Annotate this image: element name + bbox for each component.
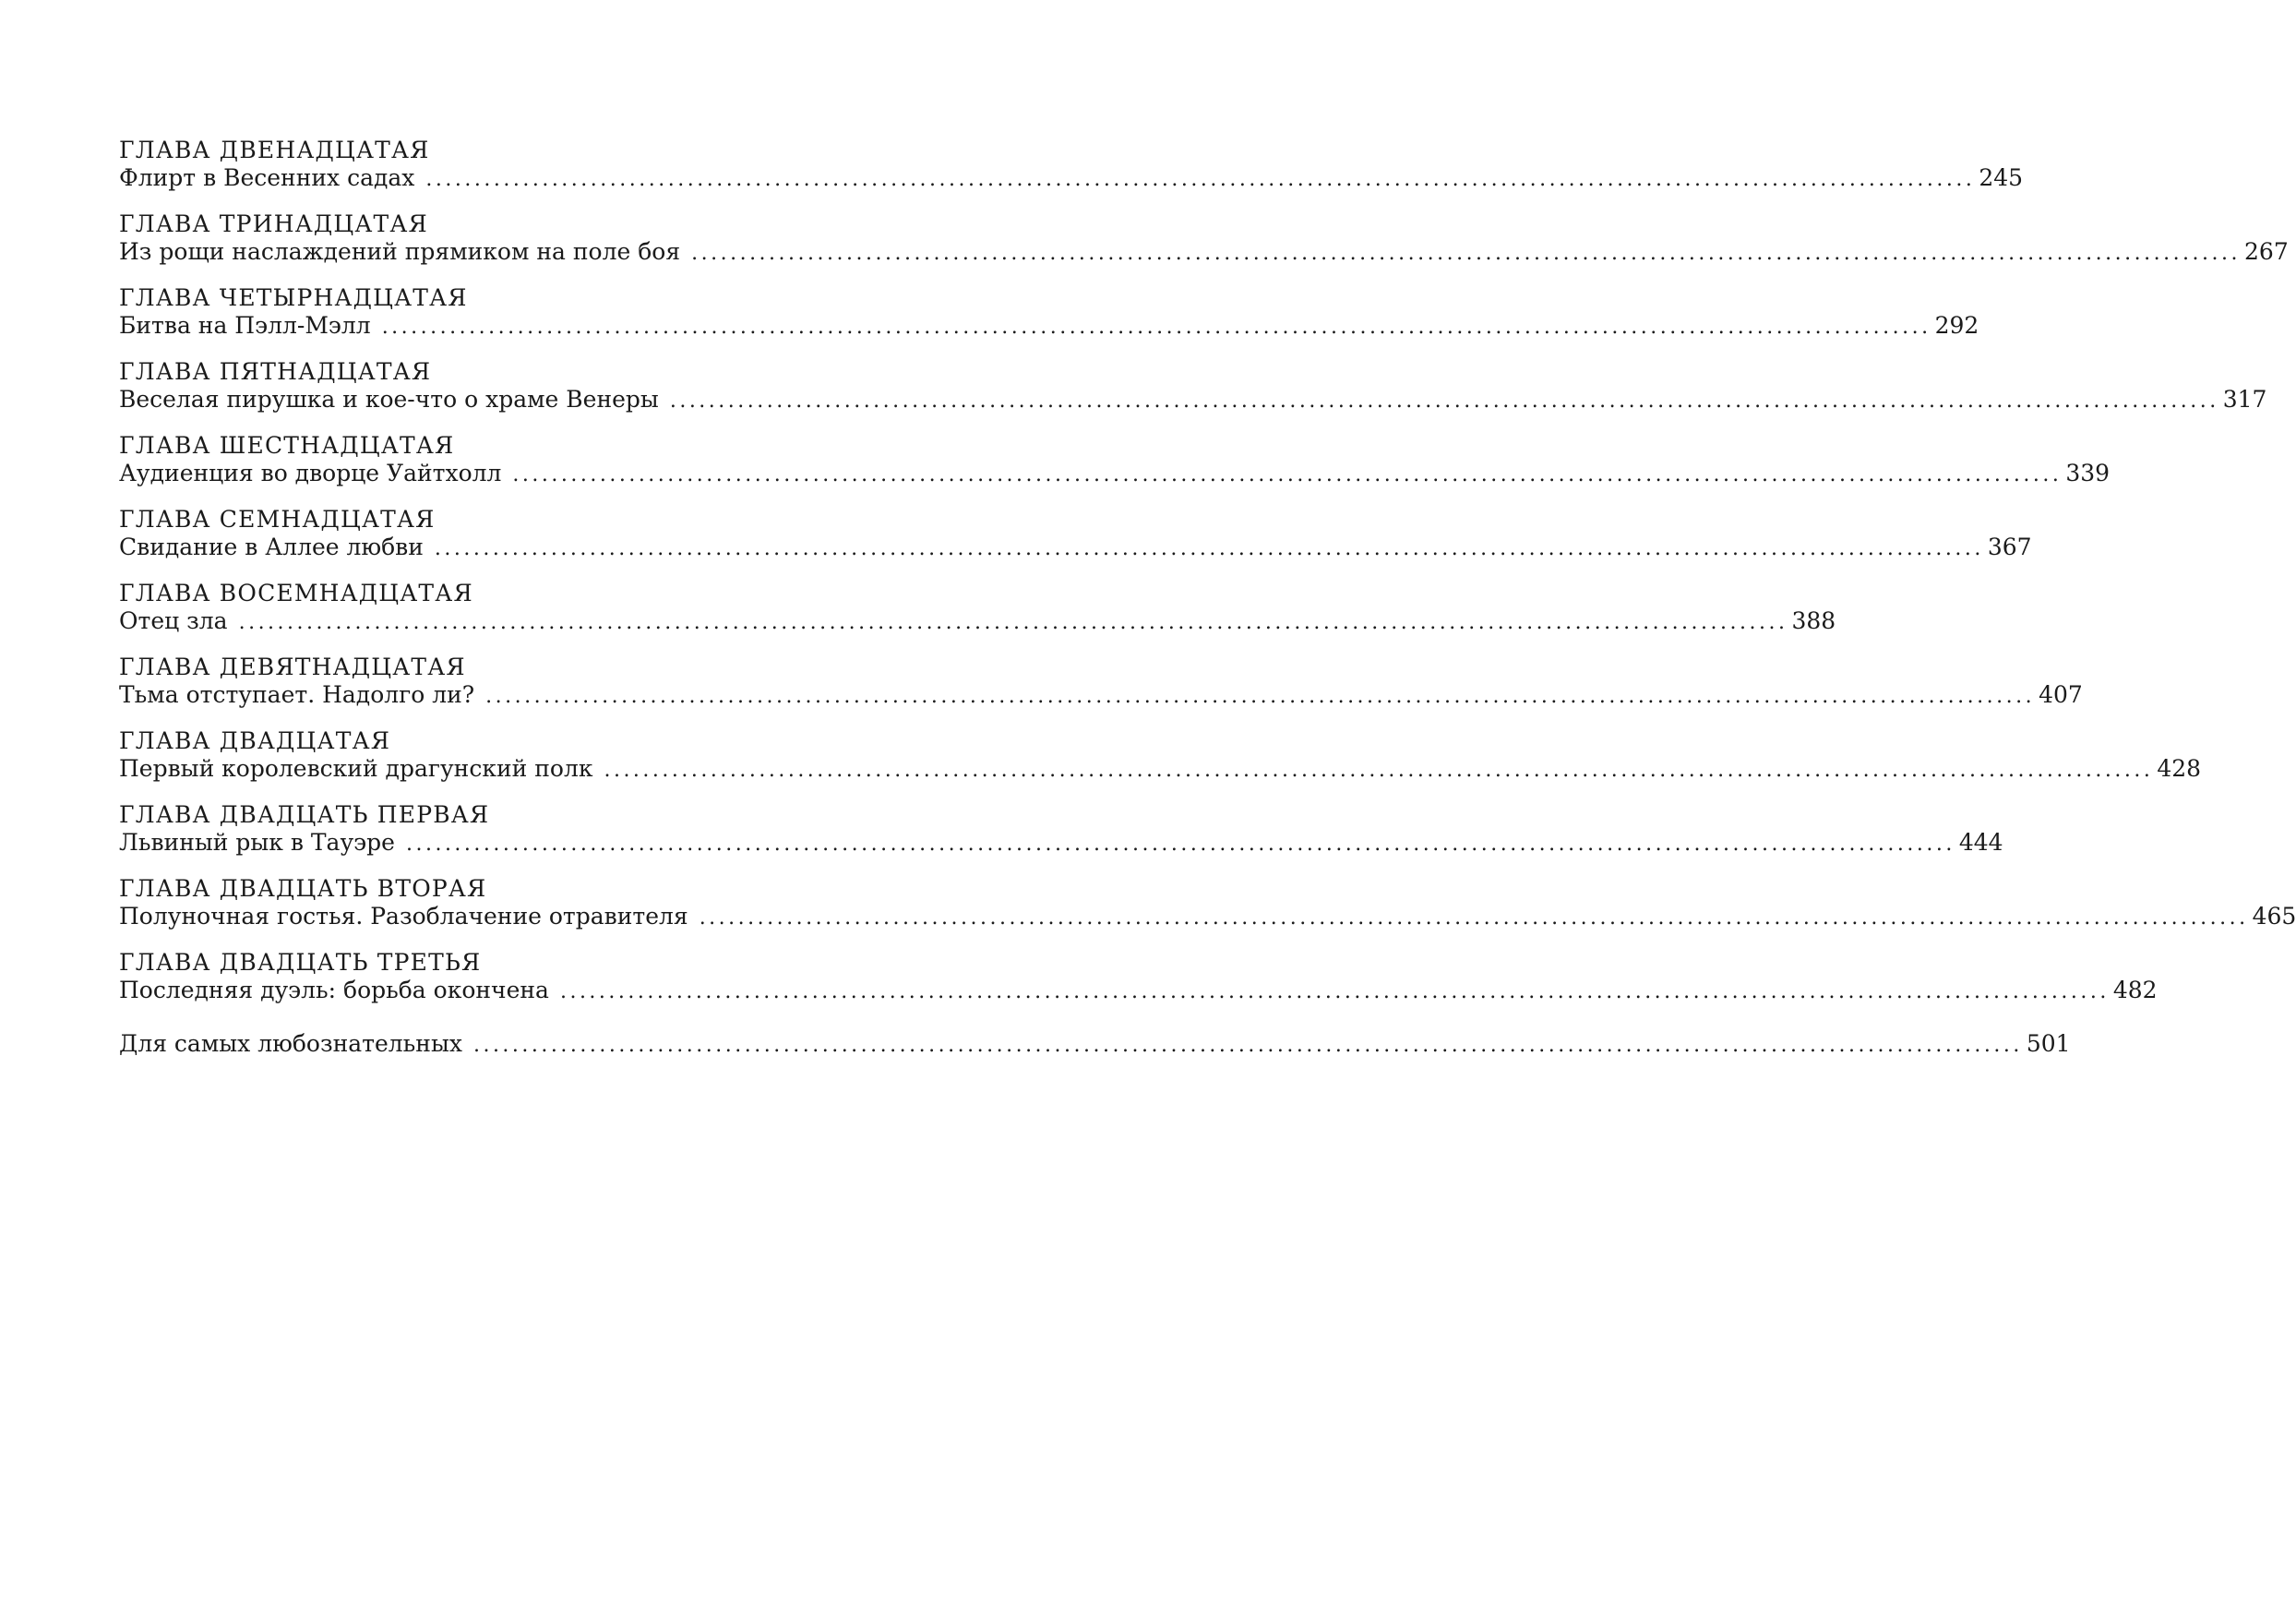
- toc-chapter: [119, 727, 2202, 788]
- toc-chapter: [119, 949, 2158, 1010]
- toc-entry[interactable]: [119, 607, 1836, 641]
- dot-leader: ................................................................................................................................................................: [405, 833, 1955, 856]
- entry-page-number: 428: [2157, 755, 2202, 782]
- dot-leader: ................................................................................................................................................................: [485, 685, 2036, 708]
- chapter-heading: ГЛАВА ДВАДЦАТЬ ПЕРВАЯ: [119, 801, 490, 828]
- toc-entry[interactable]: [119, 164, 2024, 198]
- toc-entry[interactable]: [119, 755, 2202, 788]
- entry-page-number: 292: [1934, 312, 1979, 339]
- dot-leader: ................................................................................................................................................................: [559, 980, 2110, 1003]
- entry-title: Полуночная гостья. Разоблачение отравителя: [119, 903, 688, 930]
- toc-chapter: [119, 580, 1836, 641]
- chapter-heading: ГЛАВА ПЯТНАДЦАТАЯ: [119, 358, 432, 385]
- entry-page-number: 339: [2065, 460, 2111, 486]
- chapter-heading: ГЛАВА ДВАДЦАТАЯ: [119, 727, 391, 754]
- chapter-heading: ГЛАВА ДВАДЦАТЬ ВТОРАЯ: [119, 875, 487, 902]
- chapter-heading: ГЛАВА ШЕСТНАДЦАТАЯ: [119, 432, 455, 459]
- table-of-contents: [119, 137, 2296, 1063]
- chapter-heading: ГЛАВА ДВЕНАДЦАТАЯ: [119, 137, 430, 163]
- chapter-heading: ГЛАВА ВОСЕМНАДЦАТАЯ: [119, 580, 473, 606]
- entry-page-number: 444: [1958, 829, 2003, 856]
- chapter-heading: ГЛАВА ДВАДЦАТЬ ТРЕТЬЯ: [119, 949, 482, 976]
- entry-title: Первый королевский драгунский полк: [119, 755, 593, 782]
- toc-entry[interactable]: [119, 460, 2111, 493]
- chapter-heading: ГЛАВА ДЕВЯТНАДЦАТАЯ: [119, 654, 466, 680]
- dot-leader: ................................................................................................................................................................: [604, 759, 2154, 782]
- toc-entry[interactable]: [119, 238, 2289, 271]
- entry-page-number: 501: [2026, 1030, 2071, 1057]
- entry-page-number: 465: [2252, 903, 2296, 930]
- dot-leader: ................................................................................................................................................................: [238, 611, 1788, 634]
- entry-title: Флирт в Весенних садах: [119, 164, 415, 191]
- dot-leader: ................................................................................................................................................................: [669, 390, 2219, 413]
- entry-page-number: 267: [2244, 238, 2289, 265]
- toc-entry[interactable]: [119, 312, 1979, 345]
- toc-chapter: [119, 284, 1979, 345]
- entry-page-number: 367: [1987, 534, 2032, 560]
- toc-chapter: [119, 358, 2267, 419]
- toc-chapter: [119, 506, 2032, 567]
- dot-leader: ................................................................................................................................................................: [472, 1034, 2023, 1057]
- entry-title: Для самых любознательных: [119, 1030, 462, 1057]
- entry-title: Веселая пирушка и кое-что о храме Венеры: [119, 386, 659, 413]
- dot-leader: ................................................................................................................................................................: [434, 537, 1984, 560]
- toc-entry-final[interactable]: [119, 1030, 2071, 1063]
- dot-leader: ................................................................................................................................................................: [691, 242, 2242, 265]
- toc-entry[interactable]: [119, 681, 2083, 714]
- toc-chapter: [119, 654, 2083, 714]
- chapter-heading: ГЛАВА ТРИНАДЦАТАЯ: [119, 210, 428, 237]
- dot-leader: ................................................................................................................................................................: [512, 463, 2063, 486]
- toc-chapter: [119, 137, 2024, 198]
- dot-leader: ................................................................................................................................................................: [425, 168, 1976, 191]
- dot-leader: ................................................................................................................................................................: [699, 906, 2249, 930]
- entry-title: Свидание в Аллее любви: [119, 534, 424, 560]
- toc-chapter: [119, 875, 2296, 936]
- chapter-heading: ГЛАВА ЧЕТЫРНАДЦАТАЯ: [119, 284, 468, 311]
- toc-entry[interactable]: [119, 534, 2032, 567]
- entry-title: Из рощи наслаждений прямиком на поле боя: [119, 238, 681, 265]
- entry-page-number: 482: [2112, 977, 2158, 1003]
- entry-title: Отец зла: [119, 607, 228, 634]
- entry-title: Тьма отступает. Надолго ли?: [119, 681, 475, 708]
- entry-page-number: 407: [2039, 681, 2083, 708]
- entry-title: Львиный рык в Тауэре: [119, 829, 395, 856]
- toc-entry[interactable]: [119, 829, 2003, 862]
- entry-page-number: 317: [2222, 386, 2267, 413]
- toc-chapter: [119, 210, 2289, 271]
- entry-title: Битва на Пэлл-Мэлл: [119, 312, 371, 339]
- entry-page-number: 245: [1979, 164, 2024, 191]
- entry-page-number: 388: [1791, 607, 1836, 634]
- toc-entry[interactable]: [119, 903, 2296, 936]
- dot-leader: ................................................................................................................................................................: [381, 316, 1931, 339]
- toc-chapter: [119, 432, 2111, 493]
- entry-title: Последняя дуэль: борьба окончена: [119, 977, 549, 1003]
- toc-chapter: [119, 801, 2003, 862]
- toc-entry[interactable]: [119, 977, 2158, 1010]
- chapter-heading: ГЛАВА СЕМНАДЦАТАЯ: [119, 506, 436, 533]
- toc-entry[interactable]: [119, 386, 2267, 419]
- entry-title: Аудиенция во дворце Уайтхолл: [119, 460, 502, 486]
